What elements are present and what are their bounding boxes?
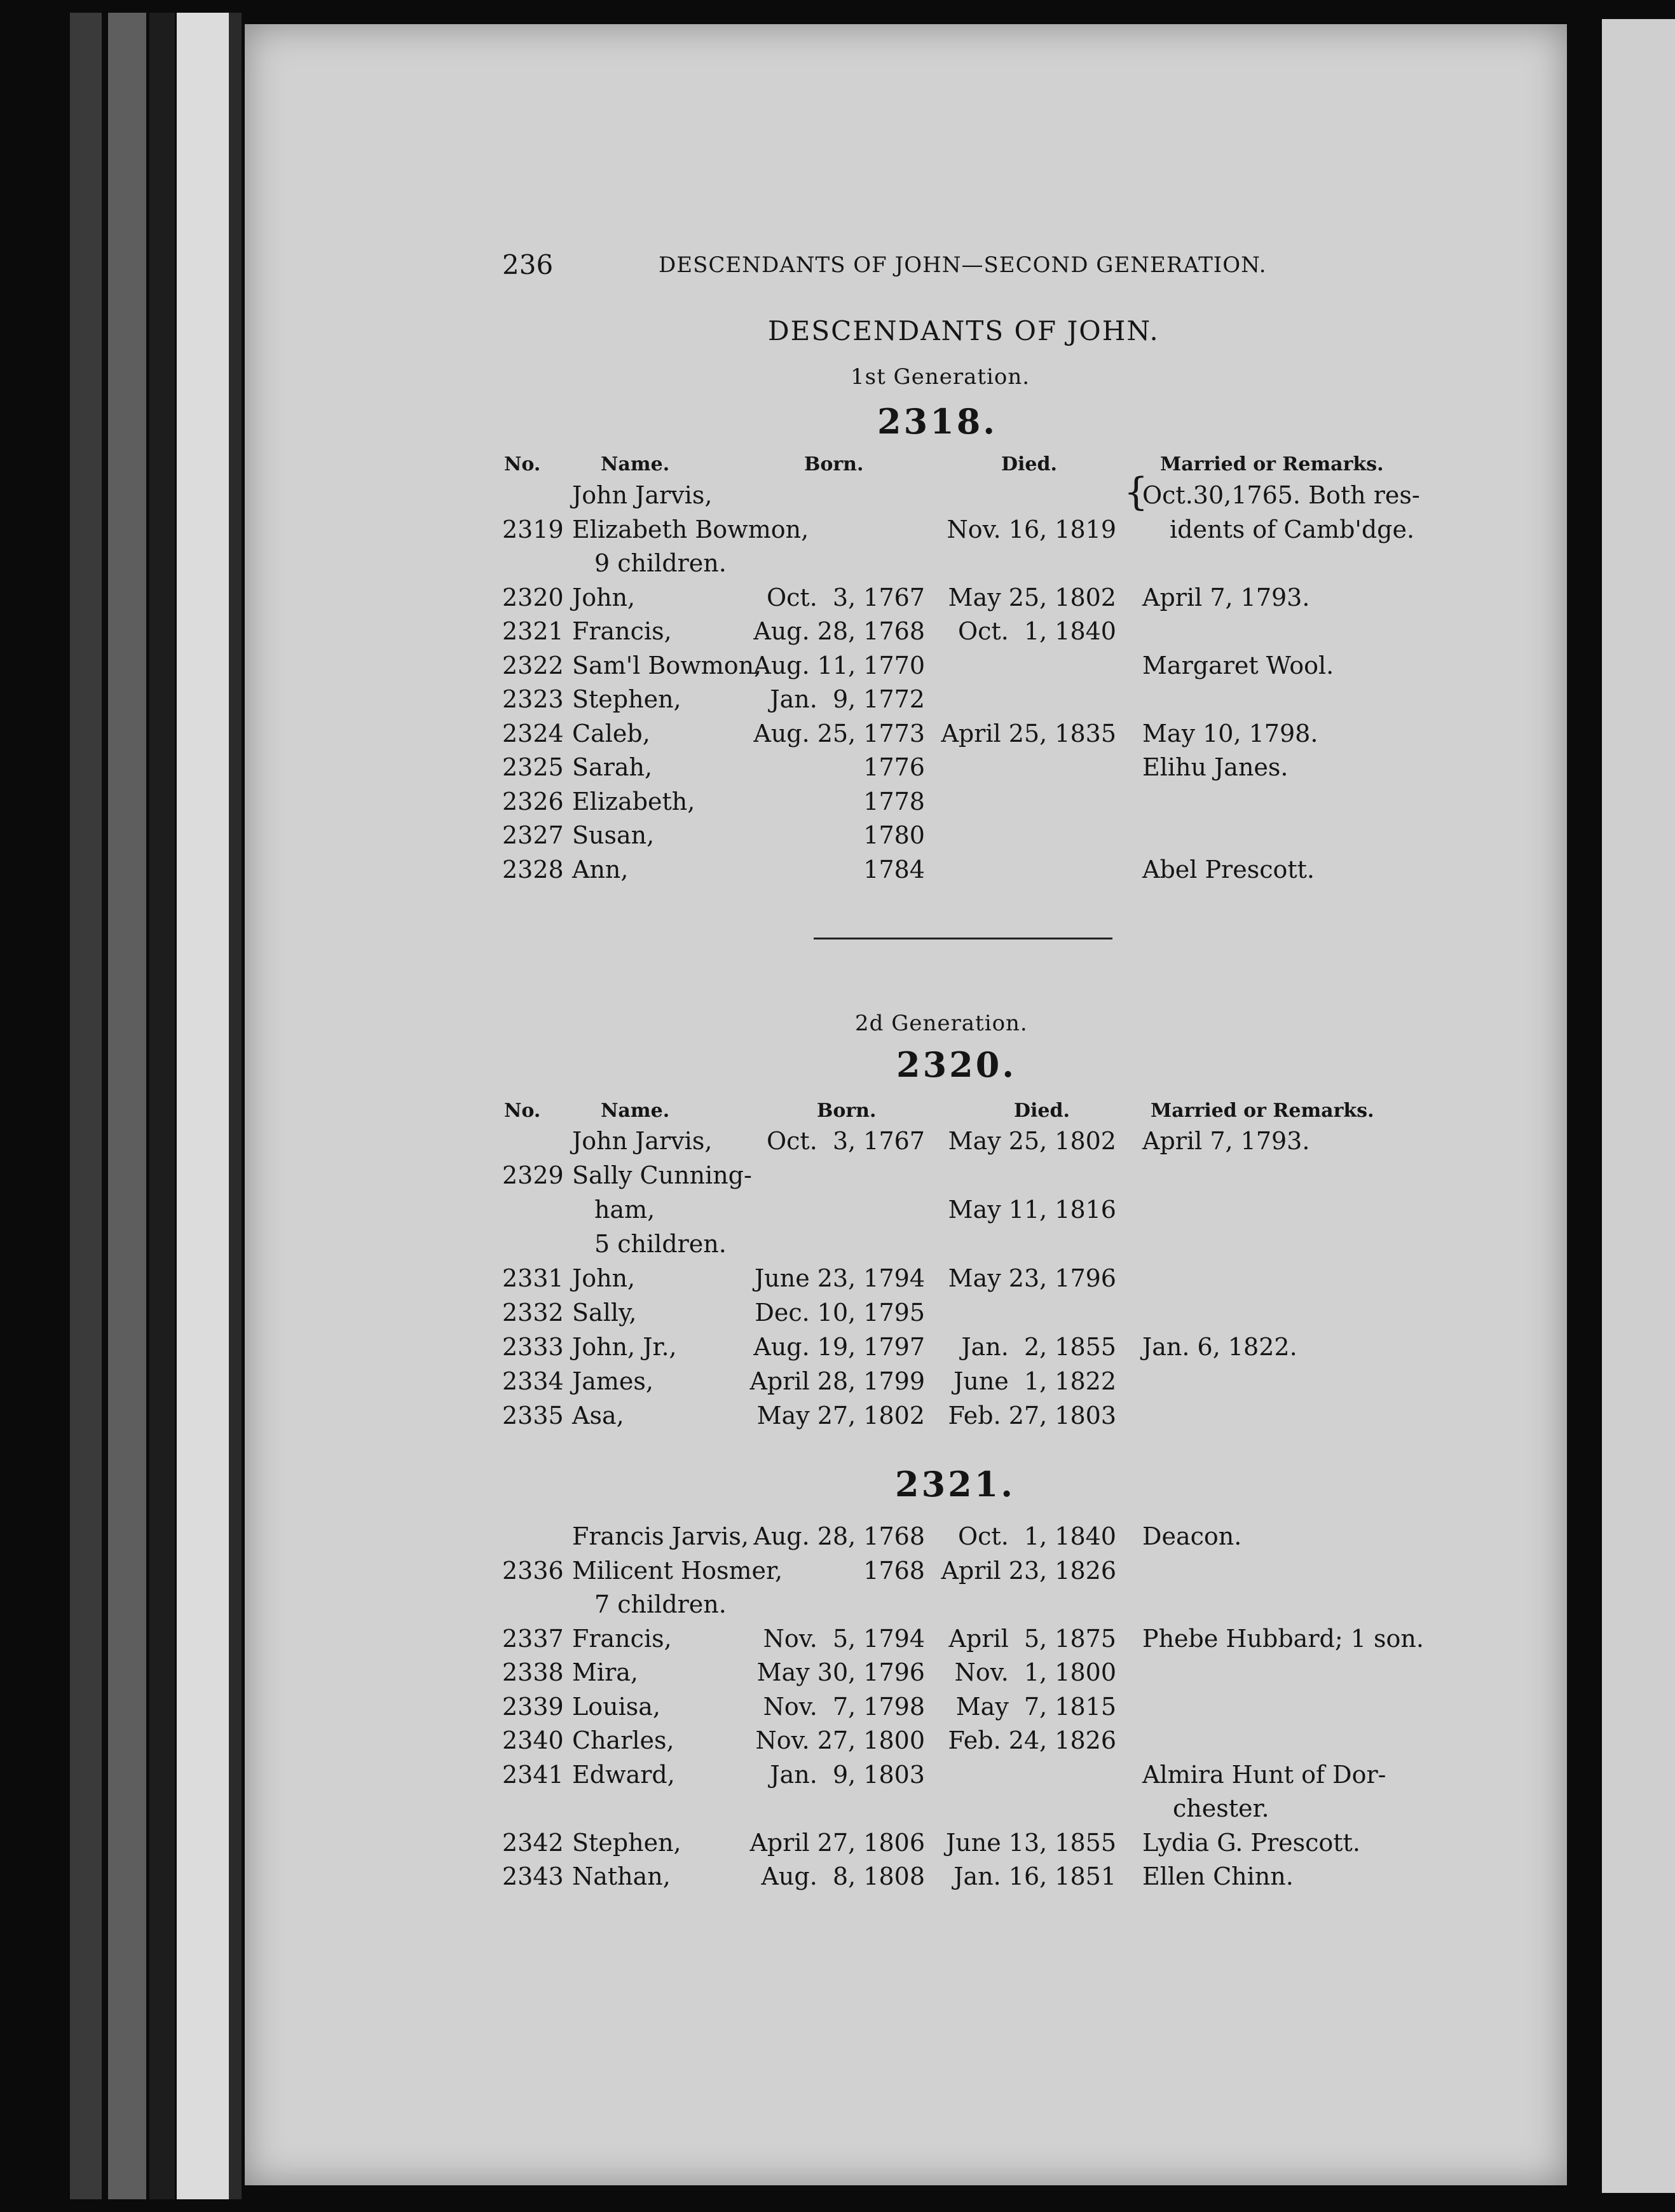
cell-born: Aug. 25, 1773 bbox=[753, 719, 925, 748]
cell-born: Oct. 3, 1767 bbox=[767, 583, 925, 611]
cell-no: 2339 bbox=[502, 1692, 564, 1721]
column-header-name: Name. bbox=[601, 1100, 670, 1122]
cell-no: 2319 bbox=[502, 515, 564, 543]
cell-born: Jan. 9, 1772 bbox=[770, 685, 925, 713]
cell-born: Jan. 9, 1803 bbox=[770, 1760, 925, 1789]
book-page-stack bbox=[177, 13, 234, 2199]
cell-no: 2341 bbox=[502, 1760, 564, 1789]
column-header-died: Died. bbox=[1001, 453, 1057, 475]
cell-born: Oct. 3, 1767 bbox=[767, 1127, 925, 1155]
cell-name: 7 children. bbox=[594, 1590, 727, 1618]
cell-name: Francis Jarvis, bbox=[572, 1522, 749, 1550]
cell-no: 2327 bbox=[502, 821, 564, 849]
bracket-mark: { bbox=[1124, 470, 1149, 514]
cell-born: May 27, 1802 bbox=[756, 1402, 925, 1430]
cell-no: 2324 bbox=[502, 719, 564, 748]
cell-name: John Jarvis, bbox=[572, 481, 713, 509]
cell-remarks: idents of Camb'dge. bbox=[1170, 515, 1415, 543]
cell-remarks: Jan. 6, 1822. bbox=[1142, 1333, 1297, 1361]
cell-no: 2323 bbox=[502, 685, 564, 713]
cell-died: Feb. 27, 1803 bbox=[948, 1402, 1116, 1430]
cell-remarks: Elihu Janes. bbox=[1142, 753, 1289, 781]
cell-name: Caleb, bbox=[572, 719, 650, 748]
cell-no: 2340 bbox=[502, 1726, 564, 1754]
cell-died: Jan. 2, 1855 bbox=[961, 1333, 1116, 1361]
cell-remarks: Margaret Wool. bbox=[1142, 651, 1334, 679]
column-header-died: Died. bbox=[1014, 1100, 1070, 1122]
cell-name: Asa, bbox=[572, 1402, 624, 1430]
cell-name: John Jarvis, bbox=[572, 1127, 713, 1155]
cell-remarks: Phebe Hubbard; 1 son. bbox=[1142, 1624, 1424, 1653]
cell-born: April 27, 1806 bbox=[749, 1828, 925, 1857]
cell-died: June 1, 1822 bbox=[954, 1367, 1116, 1395]
cell-no: 2320 bbox=[502, 583, 564, 611]
cell-died: Oct. 1, 1840 bbox=[958, 1522, 1116, 1550]
cell-name: 5 children. bbox=[594, 1230, 727, 1258]
cell-name: Nathan, bbox=[572, 1862, 671, 1890]
cell-died: May 11, 1816 bbox=[948, 1196, 1116, 1224]
cell-died: April 5, 1875 bbox=[948, 1624, 1116, 1653]
cell-no: 2322 bbox=[502, 651, 564, 679]
cell-remarks: Abel Prescott. bbox=[1142, 855, 1315, 884]
cell-no: 2331 bbox=[502, 1264, 564, 1292]
cell-name: Edward, bbox=[572, 1760, 675, 1789]
cell-name: Sam'l Bowmon, bbox=[572, 651, 762, 679]
cell-born: Aug. 28, 1768 bbox=[753, 1522, 925, 1550]
cell-died: Nov. 1, 1800 bbox=[954, 1658, 1116, 1686]
cell-name: 9 children. bbox=[594, 549, 727, 577]
cell-name: John, bbox=[572, 583, 636, 611]
cell-remarks: Deacon. bbox=[1142, 1522, 1242, 1550]
column-header-remarks: Married or Remarks. bbox=[1151, 1100, 1374, 1122]
cell-born: Nov. 7, 1798 bbox=[763, 1692, 925, 1721]
cell-name: Ann, bbox=[572, 855, 629, 884]
cell-remarks: Almira Hunt of Dor- bbox=[1142, 1760, 1386, 1789]
cell-no: 2328 bbox=[502, 855, 564, 884]
cell-name: Sarah, bbox=[572, 753, 653, 781]
cell-born: April 28, 1799 bbox=[749, 1367, 925, 1395]
cell-born: Aug. 19, 1797 bbox=[753, 1333, 925, 1361]
cell-no: 2325 bbox=[502, 753, 564, 781]
cell-remarks: April 7, 1793. bbox=[1142, 1127, 1310, 1155]
cell-remarks: chester. bbox=[1173, 1794, 1269, 1822]
cell-no: 2332 bbox=[502, 1299, 564, 1327]
cell-died: Nov. 16, 1819 bbox=[947, 515, 1116, 543]
book-gutter bbox=[229, 13, 242, 2199]
cell-name: Susan, bbox=[572, 821, 655, 849]
cell-born: 1776 bbox=[863, 753, 925, 781]
running-header: DESCENDANTS OF JOHN—SECOND GENERATION. bbox=[659, 252, 1267, 278]
cell-born: 1768 bbox=[863, 1556, 925, 1585]
cell-name: Sally Cunning- bbox=[572, 1161, 752, 1189]
cell-died: April 23, 1826 bbox=[941, 1556, 1116, 1585]
cell-name: Stephen, bbox=[572, 1828, 681, 1857]
cell-name: John, Jr., bbox=[572, 1333, 677, 1361]
cell-died: Feb. 24, 1826 bbox=[948, 1726, 1116, 1754]
cell-no: 2338 bbox=[502, 1658, 564, 1686]
book-spine-edge bbox=[108, 13, 146, 2199]
page-number: 236 bbox=[502, 249, 554, 280]
cell-no: 2336 bbox=[502, 1556, 564, 1585]
cell-died: May 25, 1802 bbox=[948, 1127, 1116, 1155]
cell-no: 2337 bbox=[502, 1624, 564, 1653]
facing-page-edge bbox=[1602, 19, 1675, 2193]
family-reference-number: 2320. bbox=[896, 1044, 1017, 1085]
cell-born: Nov. 5, 1794 bbox=[763, 1624, 925, 1653]
cell-remarks: Oct.30,1765. Both res- bbox=[1142, 481, 1420, 509]
cell-born: June 23, 1794 bbox=[755, 1264, 925, 1292]
cell-died: April 25, 1835 bbox=[941, 719, 1116, 748]
column-header-name: Name. bbox=[601, 453, 670, 475]
cell-name: John, bbox=[572, 1264, 636, 1292]
cell-born: Aug. 8, 1808 bbox=[761, 1862, 925, 1890]
column-header-no: No. bbox=[504, 1100, 541, 1122]
cell-name: ham, bbox=[594, 1196, 655, 1224]
cell-name: Stephen, bbox=[572, 685, 681, 713]
section-divider bbox=[814, 938, 1112, 939]
cell-born: Aug. 11, 1770 bbox=[753, 651, 925, 679]
book-spine-edge bbox=[70, 13, 102, 2199]
book-spine-edge bbox=[149, 13, 175, 2199]
generation-heading: 1st Generation. bbox=[851, 364, 1030, 390]
cell-born: 1780 bbox=[863, 821, 925, 849]
book-page bbox=[245, 24, 1567, 2185]
cell-born: Aug. 28, 1768 bbox=[753, 617, 925, 645]
column-header-born: Born. bbox=[817, 1100, 877, 1122]
cell-born: Nov. 27, 1800 bbox=[755, 1726, 925, 1754]
cell-died: Oct. 1, 1840 bbox=[958, 617, 1116, 645]
cell-name: Louisa, bbox=[572, 1692, 660, 1721]
column-header-born: Born. bbox=[804, 453, 864, 475]
cell-no: 2335 bbox=[502, 1402, 564, 1430]
column-header-remarks: Married or Remarks. bbox=[1160, 453, 1384, 475]
cell-died: May 23, 1796 bbox=[948, 1264, 1116, 1292]
cell-name: Mira, bbox=[572, 1658, 638, 1686]
cell-born: 1784 bbox=[863, 855, 925, 884]
cell-no: 2342 bbox=[502, 1828, 564, 1857]
cell-name: Francis, bbox=[572, 1624, 672, 1653]
cell-remarks: Lydia G. Prescott. bbox=[1142, 1828, 1360, 1857]
generation-heading: 2d Generation. bbox=[855, 1011, 1028, 1036]
cell-born: 1778 bbox=[863, 787, 925, 816]
cell-remarks: April 7, 1793. bbox=[1142, 583, 1310, 611]
cell-remarks: Ellen Chinn. bbox=[1142, 1862, 1294, 1890]
cell-died: May 25, 1802 bbox=[948, 583, 1116, 611]
cell-no: 2333 bbox=[502, 1333, 564, 1361]
cell-no: 2326 bbox=[502, 787, 564, 816]
cell-no: 2321 bbox=[502, 617, 564, 645]
cell-no: 2334 bbox=[502, 1367, 564, 1395]
cell-died: May 7, 1815 bbox=[955, 1692, 1116, 1721]
cell-died: June 13, 1855 bbox=[946, 1828, 1116, 1857]
cell-name: Milicent Hosmer, bbox=[572, 1556, 783, 1585]
cell-name: Elizabeth, bbox=[572, 787, 695, 816]
page-title: DESCENDANTS OF JOHN. bbox=[768, 315, 1159, 346]
cell-name: Elizabeth Bowmon, bbox=[572, 515, 809, 543]
family-reference-number: 2318. bbox=[877, 401, 998, 442]
cell-name: Francis, bbox=[572, 617, 672, 645]
cell-remarks: May 10, 1798. bbox=[1142, 719, 1318, 748]
cell-born: Dec. 10, 1795 bbox=[755, 1299, 925, 1327]
cell-name: James, bbox=[572, 1367, 653, 1395]
column-header-no: No. bbox=[504, 453, 541, 475]
cell-no: 2343 bbox=[502, 1862, 564, 1890]
family-reference-number: 2321. bbox=[895, 1464, 1016, 1505]
cell-name: Sally, bbox=[572, 1299, 637, 1327]
cell-born: May 30, 1796 bbox=[756, 1658, 925, 1686]
cell-died: Jan. 16, 1851 bbox=[954, 1862, 1116, 1890]
cell-no: 2329 bbox=[502, 1161, 564, 1189]
cell-name: Charles, bbox=[572, 1726, 674, 1754]
